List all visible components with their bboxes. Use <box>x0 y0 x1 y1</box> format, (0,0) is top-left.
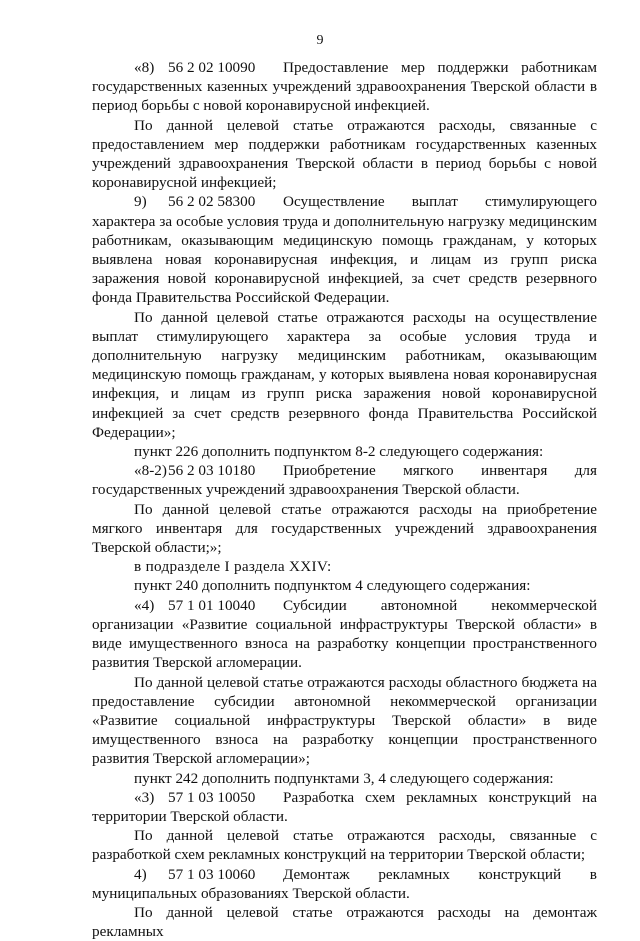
list-item <box>134 596 597 615</box>
item-number: «3) <box>134 788 155 806</box>
instruction-line: пункт 242 дополнить подпунктами 3, 4 следующего содержания: <box>134 769 554 787</box>
item-title-start: Приобретение мягкого инвентаря для <box>283 462 597 480</box>
item-title-continuation: организации «Развитие социальной инфраструктуры Тверской области» в виде имущественного взноса на разработку концепции пространственного развития Тверской агломерации. <box>92 615 597 672</box>
instruction-line: пункт 226 дополнить подпунктом 8-2 следующего содержания: <box>134 443 544 461</box>
subsection-line: в подразделе I раздела XXIV: <box>134 558 332 576</box>
paragraph: По данной целевой статье отражаются расходы на демонтаж рекламных <box>92 903 597 941</box>
item-number: «4) <box>134 596 155 614</box>
document-body <box>92 58 597 941</box>
budget-code: 56 2 03 10180 <box>168 462 256 480</box>
item-title-start: Разработка схем рекламных конструкций на <box>283 788 597 806</box>
item-title-continuation: характера за особые условия труда и дополнительную нагрузку медицинским работникам, оказывающим медицинскую помощь гражданам, у которых выявлена новая коронавирусная инфекция, и лицам из групп риска заражения новой коронавирусной инфекцией, за счет средств резервного фонда Правительства Российской Федерации. <box>92 212 597 307</box>
item-number: «8) <box>134 59 155 76</box>
page-number: 9 <box>316 33 324 48</box>
item-title-start: Демонтаж рекламных конструкций в <box>283 865 597 883</box>
item-title-start: Предоставление мер поддержки работникам <box>283 59 597 76</box>
paragraph: По данной целевой статье отражаются расходы, связанные с предоставлением мер поддержки работникам государственных казенных учреждений здравоохранения Тверской области в период борьбы с новой коронавирусной инфекцией; <box>92 116 597 192</box>
paragraph: По данной целевой статье отражаются расходы, связанные с разработкой схем рекламных конструкций на территории Тверской области; <box>92 827 597 864</box>
instruction-line: пункт 240 дополнить подпунктом 4 следующего содержания: <box>134 577 531 595</box>
budget-code: 57 1 01 10040 <box>168 596 256 614</box>
budget-code: 57 1 03 10050 <box>168 788 256 806</box>
list-item <box>134 788 597 807</box>
item-number: 4) <box>134 865 147 883</box>
item-title-continuation: территории Тверской области. <box>92 807 288 825</box>
item-title-continuation: государственных учреждений здравоохранения Тверской области. <box>92 481 520 499</box>
item-title-start: Осуществление выплат стимулирующего <box>283 193 597 211</box>
budget-code: 56 2 02 58300 <box>168 193 256 211</box>
item-title-continuation: муниципальных образованиях Тверской области. <box>92 884 410 902</box>
paragraph: По данной целевой статье отражаются расходы на приобретение мягкого инвентаря для государственных учреждений здравоохранения Тверской области;»; <box>92 500 597 557</box>
list-item <box>134 58 597 77</box>
item-title-continuation: государственных казенных учреждений здравоохранения Тверской области в период борьбы с новой коронавирусной инфекцией. <box>92 78 597 115</box>
paragraph: По данной целевой статье отражаются расходы на осуществление выплат стимулирующего характера за особые условия труда и дополнительную нагрузку медицинским работникам, оказывающим медицинскую помощь гражданам, у которых выявлена новая коронавирусная инфекция, и лицам из групп риска заражения новой коронавирусной инфекцией за счет средств резервного фонда Правительства Российской Федерации»; <box>92 308 597 441</box>
paragraph: По данной целевой статье отражаются расходы областного бюджета на предоставление субсидии автономной некоммерческой организации «Развитие социальной инфраструктуры Тверской области» в виде имущественного взноса на разработку концепции пространственного развития Тверской агломерации»; <box>92 673 597 768</box>
budget-code: 56 2 02 10090 <box>168 59 256 76</box>
item-number: «8-2) <box>134 462 167 480</box>
list-item <box>134 461 597 480</box>
item-title-start: Субсидии автономной некоммерческой <box>283 596 597 614</box>
list-item <box>134 192 597 211</box>
item-number: 9) <box>134 193 147 211</box>
budget-code: 57 1 03 10060 <box>168 865 256 883</box>
list-item <box>134 865 597 884</box>
